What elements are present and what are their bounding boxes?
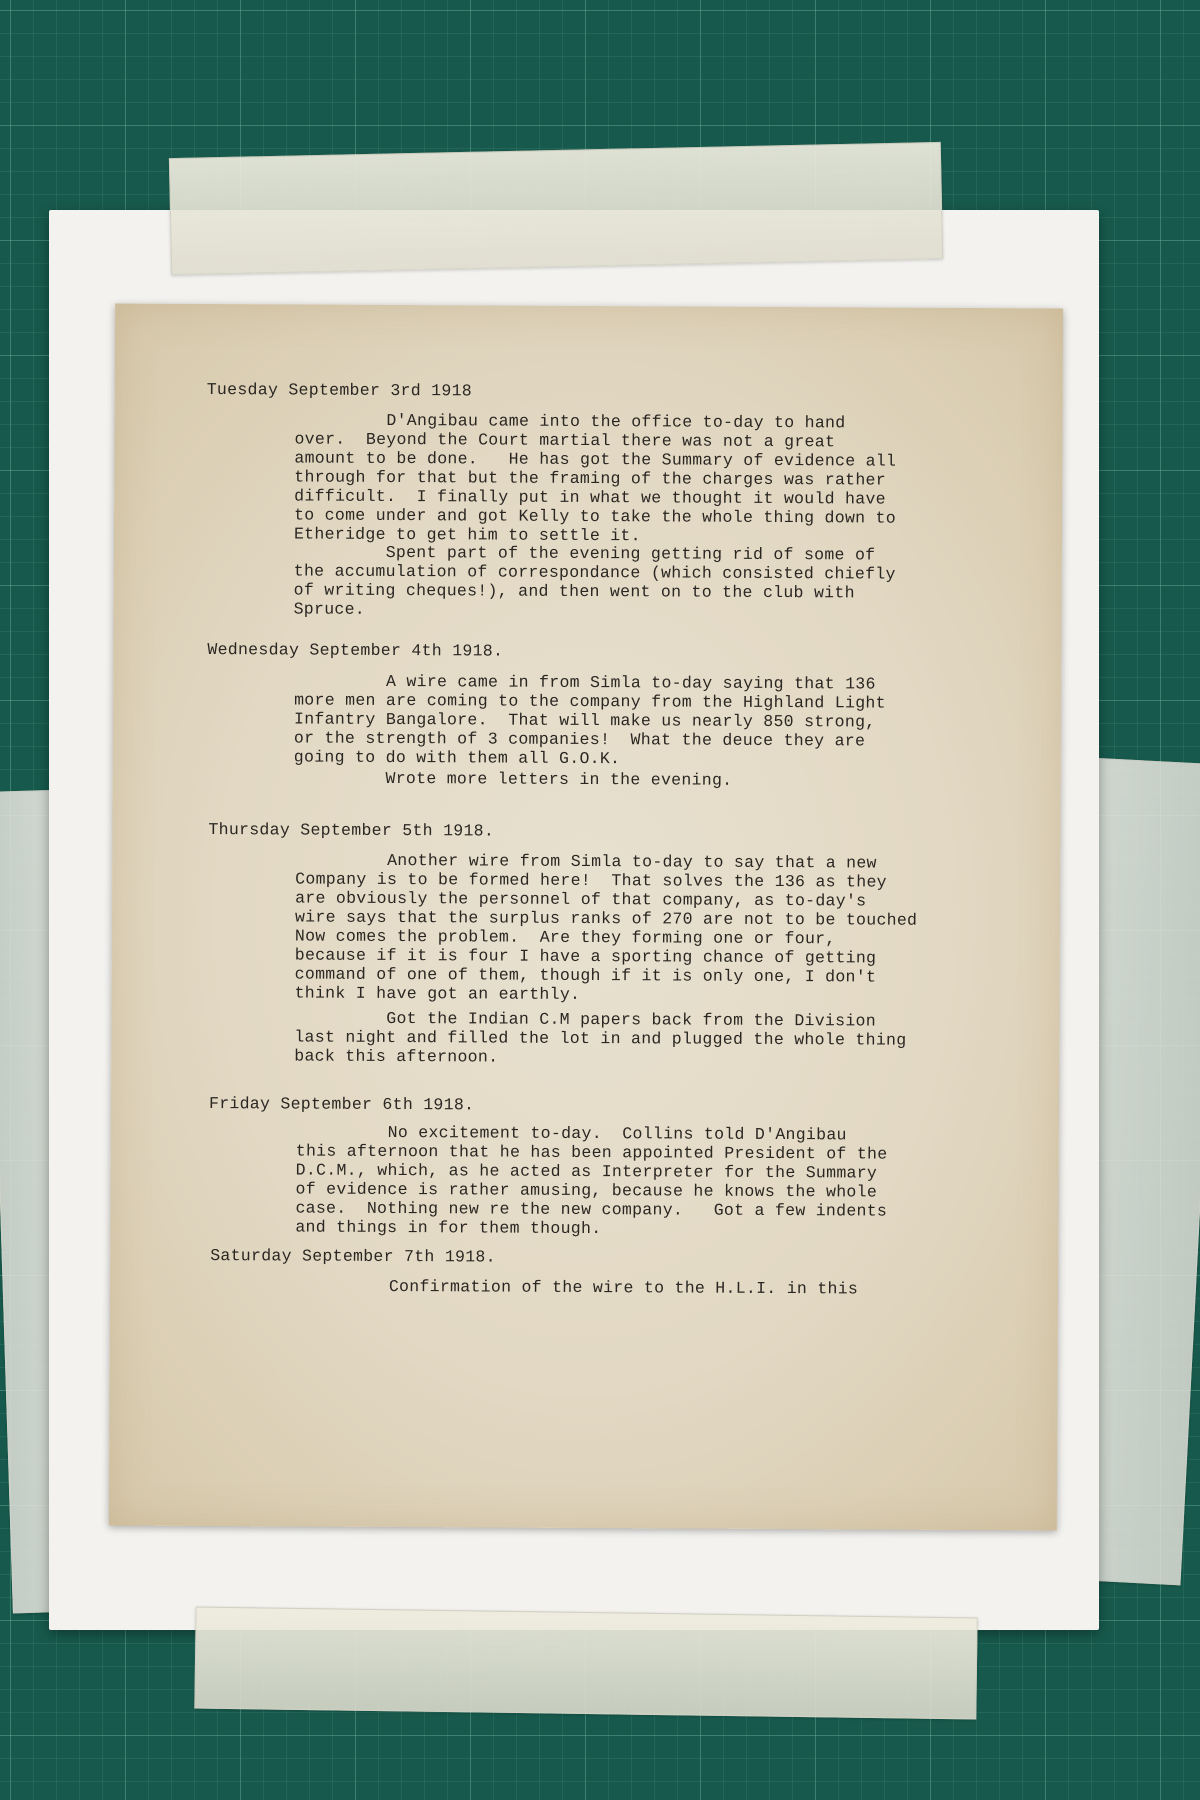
entry-paragraph: Spent part of the evening getting rid of some of the accumulation of correspondance (which consisted chiefly of writing cheques!), and then went on to the club with Spruce. (293, 542, 896, 619)
entry-paragraph: No excitement to-day. Collins told D'Angibau this afternoon that he has been appointed President of the D.C.M., which, as he acted as Interpreter for the Summary of evidence is rather amusing, because he knows the whole case. Nothing new re the new company. Got a few indents and things in for them though. (295, 1122, 888, 1239)
masking-tape-bottom (194, 1607, 977, 1720)
masking-tape-top (169, 142, 943, 275)
entry-date: Thursday September 5th 1918. (208, 820, 495, 841)
entry-date: Wednesday September 4th 1918. (207, 640, 504, 661)
entry-date: Tuesday September 3rd 1918 (206, 380, 473, 401)
entry-paragraph: Confirmation of the wire to the H.L.I. in this (297, 1276, 859, 1299)
entry-paragraph: Another wire from Simla to-day to say that a new Company is to be formed here! That solves the 136 as they are obviously the personnel of that company, as to-day's wire says that the surplus ranks of 270 are not to be touched Now comes the problem. Are they forming one or four, because if it is four I have a sporting chance of getting command of one of them, though if it is only one, I don't think I have got an earthly. (294, 850, 918, 1004)
entry-date: Friday September 6th 1918. (208, 1094, 475, 1115)
typed-diary-page (109, 304, 1063, 1531)
entry-paragraph: Wrote more letters in the evening. (293, 768, 733, 790)
entry-paragraph: A wire came in from Simla to-day saying that 136 more men are coming to the company from the Highland Light Infantry Bangalore. That will make us nearly 850 strong, or the strength of 3 companies! What the deuce they are going to do with them all G.O.K. (293, 671, 886, 769)
entry-paragraph: Got the Indian C.M papers back from the Division last night and filled the lot in and plugged the whole thing back this afternoon. (294, 1008, 907, 1067)
entry-paragraph: D'Angibau came into the office to-day to hand over. Beyond the Court martial there was not a great amount to be done. He has got the Summary of evidence all through for that but the framing of the charges was rather difficult. I finally put in what we thought it would have to come under and got Kelly to take the whole thing down to Etheridge to get him to settle it. (293, 410, 897, 546)
entry-date: Saturday September 7th 1918. (210, 1246, 496, 1267)
